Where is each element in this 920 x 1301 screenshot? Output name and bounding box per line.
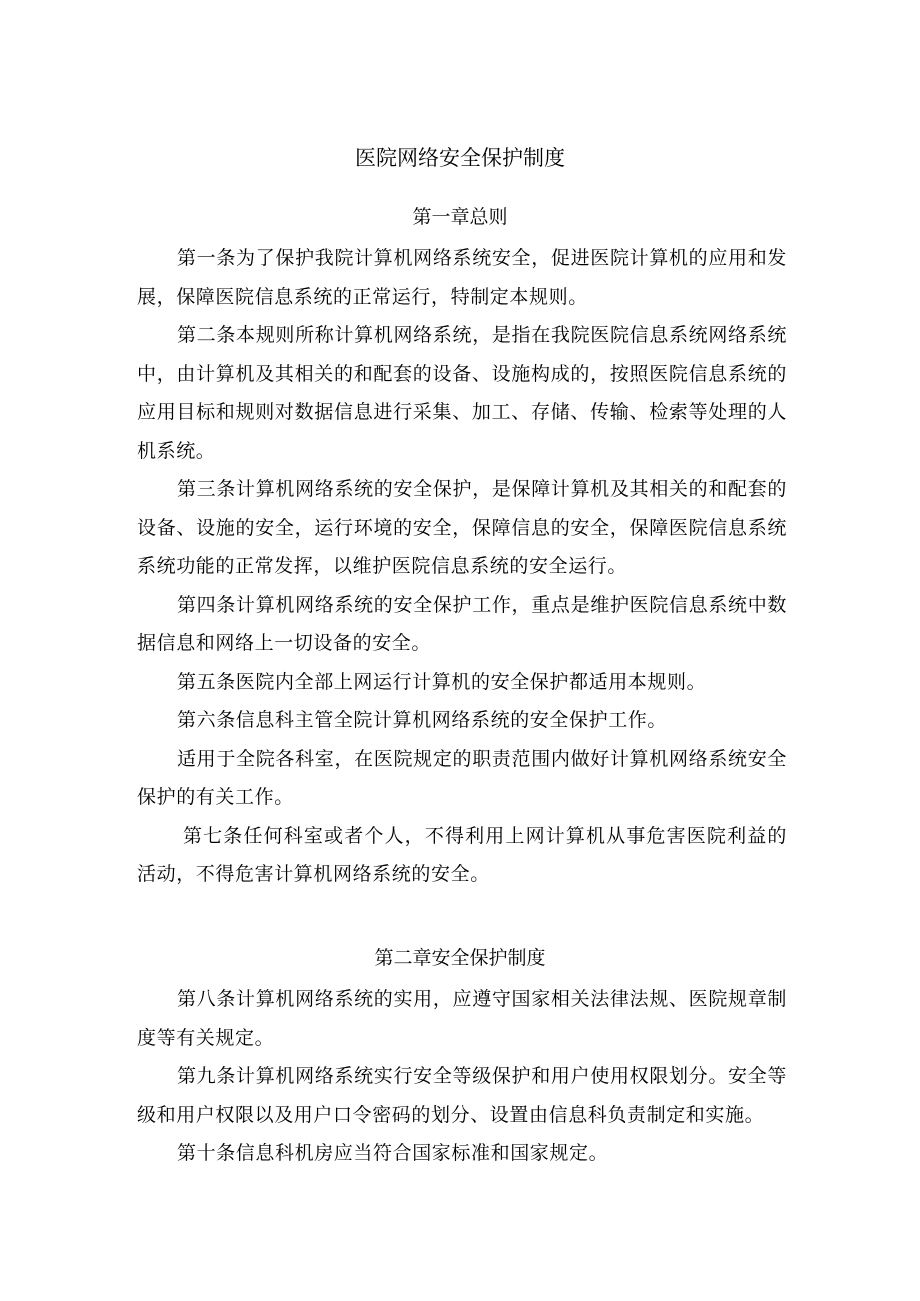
chapter-2-heading: 第二章安全保护制度	[374, 947, 546, 969]
article-6-scope-paragraph: 适用于全院各科室，在医院规定的职责范围内做好计算机网络系统安全保护的有关工作。	[137, 747, 787, 808]
article-8-paragraph: 第八条计算机网络系统的实用，应遵守国家相关法律法规、医院规章制度等有关规定。	[137, 988, 787, 1049]
chapter-1-body	[137, 239, 787, 894]
article-1-paragraph: 第一条为了保护我院计算机网络系统安全，促进医院计算机的应用和发展，保障医院信息系统的正常运行，特制定本规则。	[137, 247, 787, 308]
chapter-2-body	[137, 980, 787, 1173]
article-10-paragraph: 第十条信息科机房应当符合国家标准和国家规定。	[177, 1142, 609, 1164]
article-4-paragraph: 第四条计算机网络系统的安全保护工作，重点是维护医院信息系统中数据信息和网络上一切设备的安全。	[137, 593, 787, 654]
article-7-paragraph: 第七条任何科室或者个人，不得利用上网计算机从事危害医院利益的活动，不得危害计算机网络系统的安全。	[137, 824, 787, 885]
article-3-paragraph: 第三条计算机网络系统的安全保护，是保障计算机及其相关的和配套的设备、设施的安全，运行环境的安全，保障信息的安全，保障医院信息系统系统功能的正常发挥，以维护医院信息系统的安全运行。	[137, 478, 787, 577]
article-2-paragraph: 第二条本规则所称计算机网络系统，是指在我院医院信息系统网络系统中，由计算机及其相关的和配套的设备、设施构成的，按照医院信息系统的应用目标和规则对数据信息进行采集、加工、存储、传输、检索等处理的人机系统。	[137, 324, 787, 462]
document-title: 医院网络安全保护制度	[355, 146, 565, 170]
article-9-paragraph: 第九条计算机网络系统实行安全等级保护和用户使用权限划分。安全等级和用户权限以及用户口令密码的划分、设置由信息科负责制定和实施。	[137, 1065, 787, 1126]
article-5-paragraph: 第五条医院内全部上网运行计算机的安全保护都适用本规则。	[177, 670, 707, 693]
chapter-1-heading: 第一章总则	[412, 206, 508, 228]
article-6-paragraph: 第六条信息科主管全院计算机网络系统的安全保护工作。	[177, 709, 668, 731]
